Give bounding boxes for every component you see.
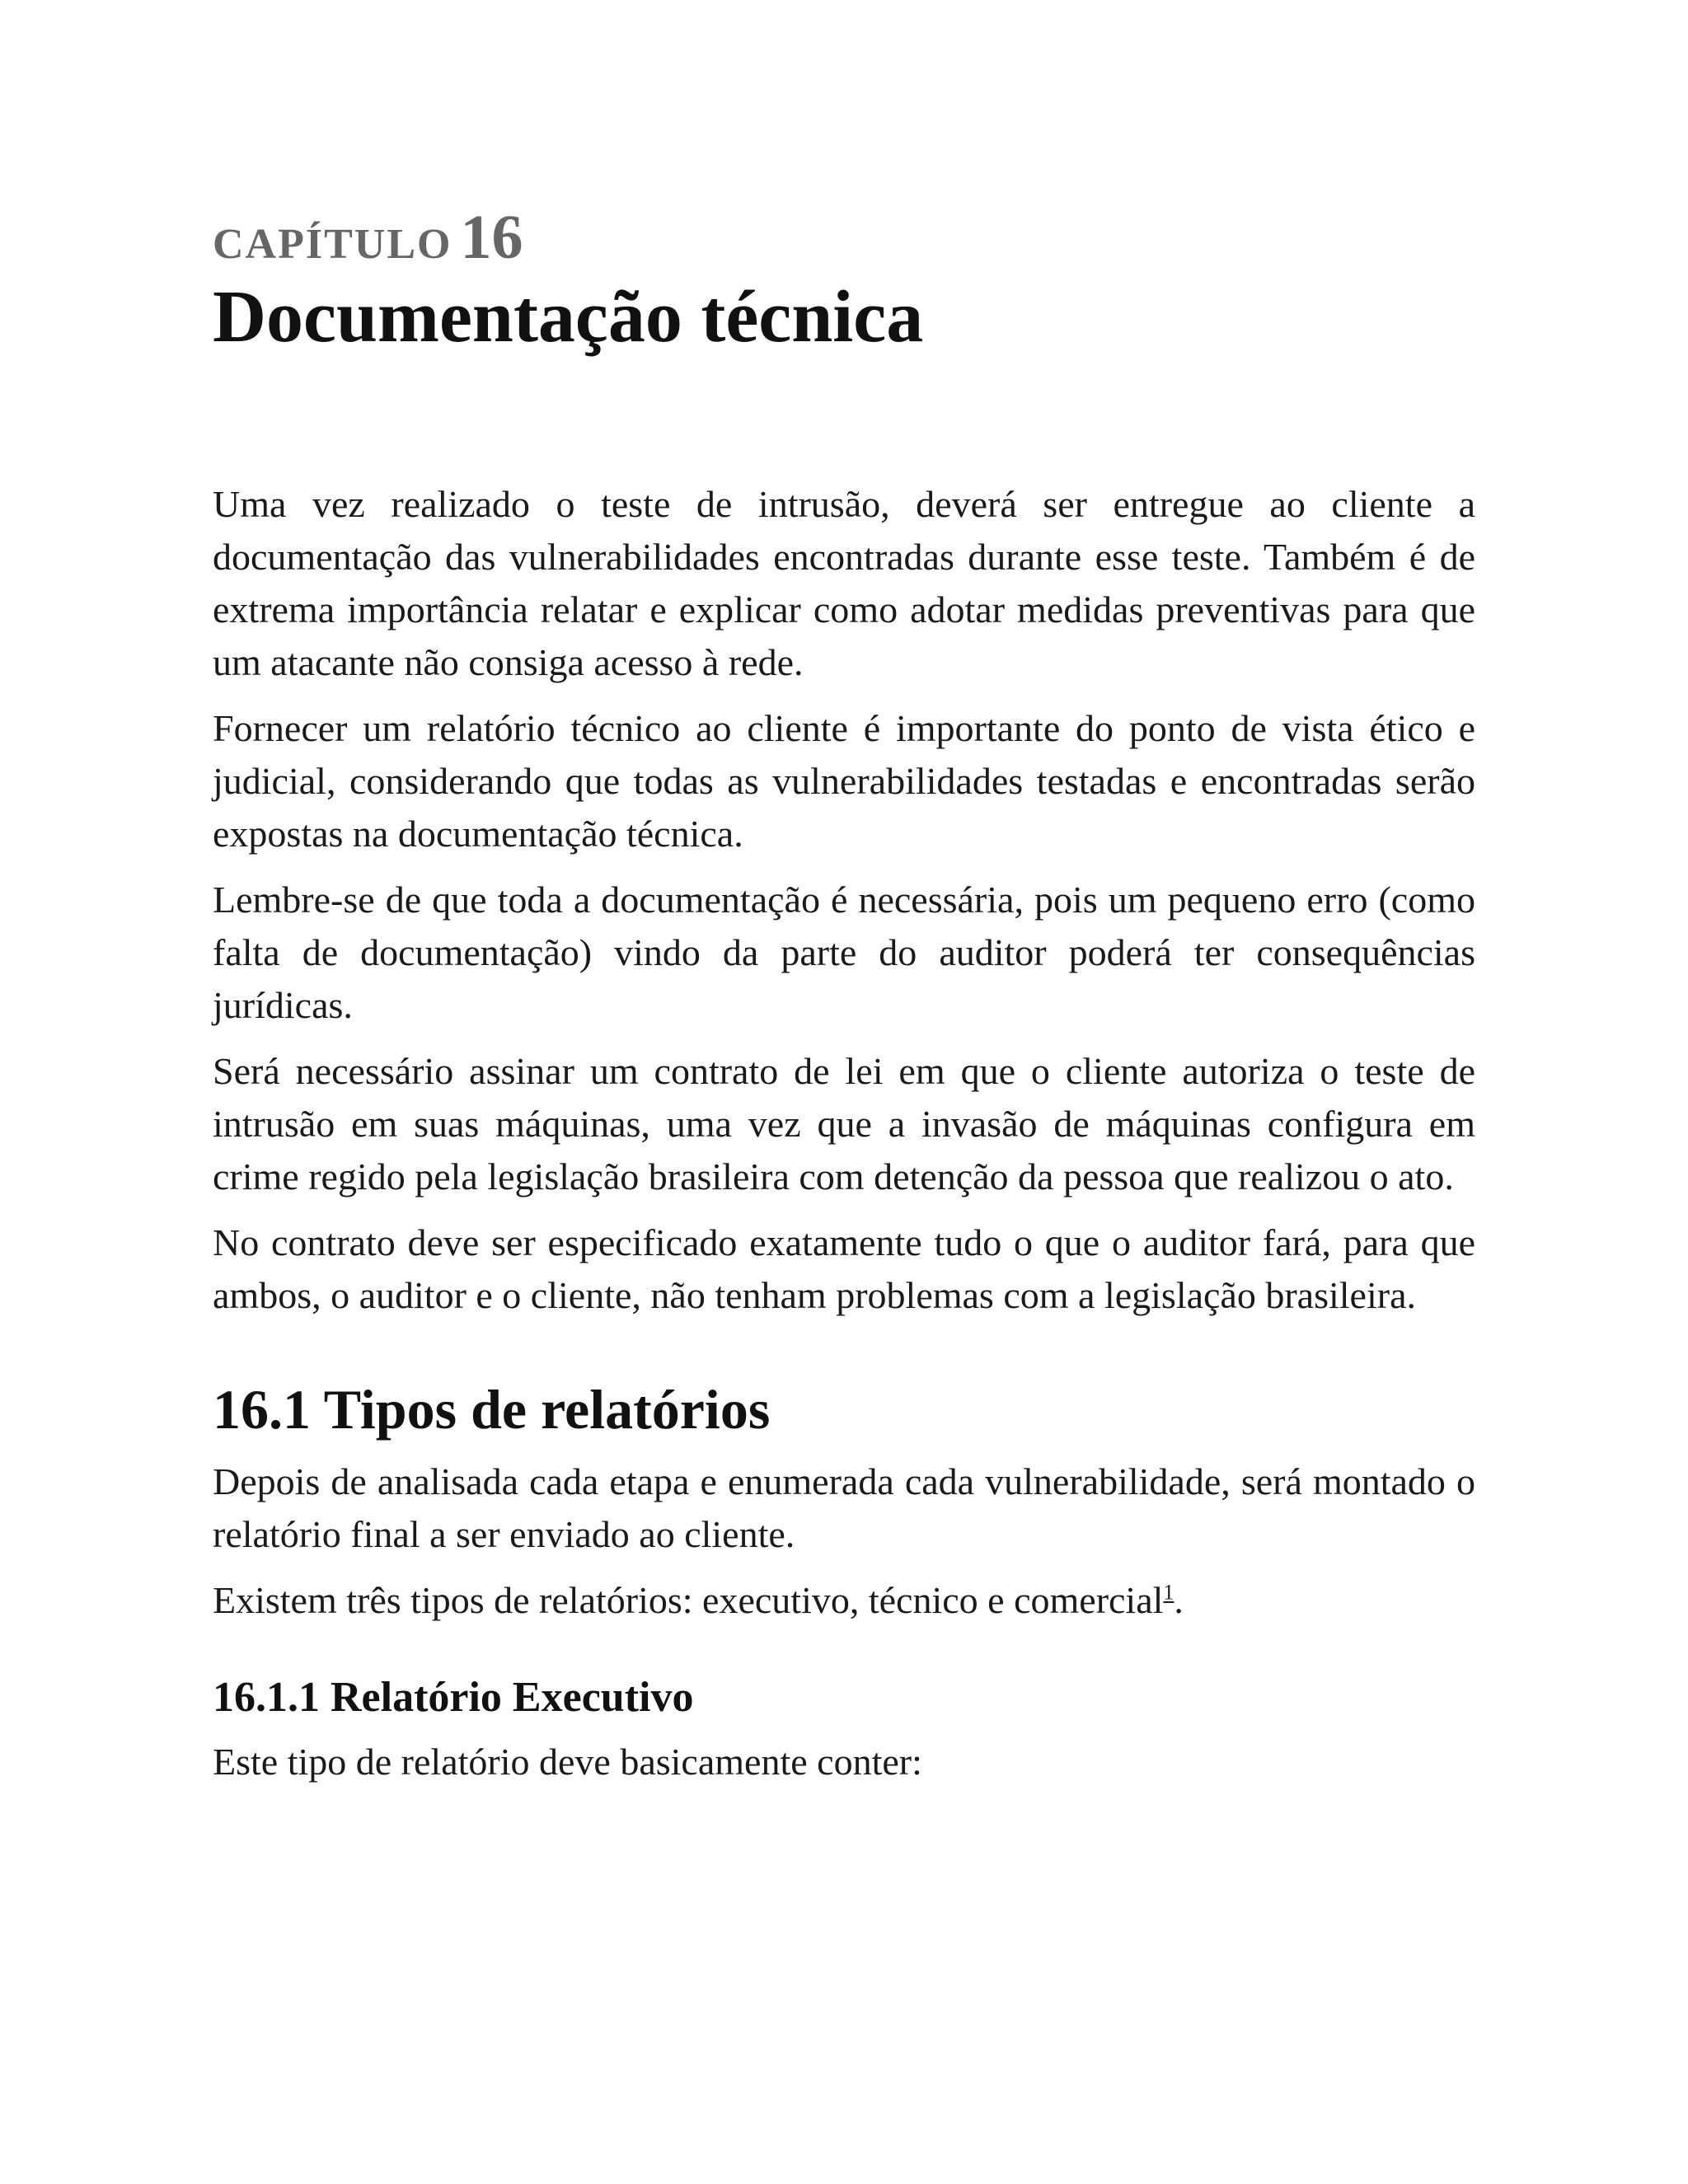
chapter-number: 16 <box>460 203 523 272</box>
intro-paragraph: Fornecer um relatório técnico ao cliente é importante do ponto de vista ético e judicial, considerando que todas as vulnerabilidades testadas e encontradas serão expostas na documentação técnica. <box>213 707 1475 855</box>
section-paragraph: Depois de analisada cada etapa e enumerada cada vulnerabilidade, será montado o relatório final a ser enviado ao cliente. <box>213 1460 1475 1555</box>
subsection-paragraph: Este tipo de relatório deve basicamente conter: <box>213 1741 922 1783</box>
document-page <box>213 203 1475 1802</box>
section-paragraph-end: . <box>1174 1579 1184 1621</box>
subsection-title-16-1-1: 16.1.1 Relatório Executivo <box>213 1674 694 1721</box>
section-paragraph-text: Existem três tipos de relatórios: executivo, técnico e comercial <box>213 1579 1164 1621</box>
intro-paragraph: Lembre-se de que toda a documentação é necessária, pois um pequeno erro (como falta de documentação) vindo da parte do auditor poderá ter consequências jurídicas. <box>213 879 1475 1026</box>
chapter-label <box>213 203 1475 272</box>
intro-paragraph: Será necessário assinar um contrato de lei em que o cliente autoriza o teste de intrusão em suas máquinas, uma vez que a invasão de máquinas configura em crime regido pela legislação brasileira com detenção da pessoa que realizou o ato. <box>213 1050 1475 1197</box>
footnote-link[interactable]: 1 <box>1163 1580 1175 1605</box>
chapter-title: Documentação técnica <box>213 276 924 358</box>
chapter-word: CAPÍTULO <box>213 221 452 268</box>
intro-paragraph: Uma vez realizado o teste de intrusão, deverá ser entregue ao cliente a documentação das vulnerabilidades encontradas durante esse teste. Também é de extrema importância relatar e explicar como adotar medidas preventivas para que um atacante não consiga acesso à rede. <box>213 483 1475 683</box>
intro-paragraph: No contrato deve ser especificado exatamente tudo o que o auditor fará, para que ambos, o auditor e o cliente, não tenham problemas com a legislação brasileira. <box>213 1221 1475 1316</box>
section-paragraph <box>213 1574 1475 1627</box>
section-title-16-1: 16.1 Tipos de relatórios <box>213 1378 771 1441</box>
